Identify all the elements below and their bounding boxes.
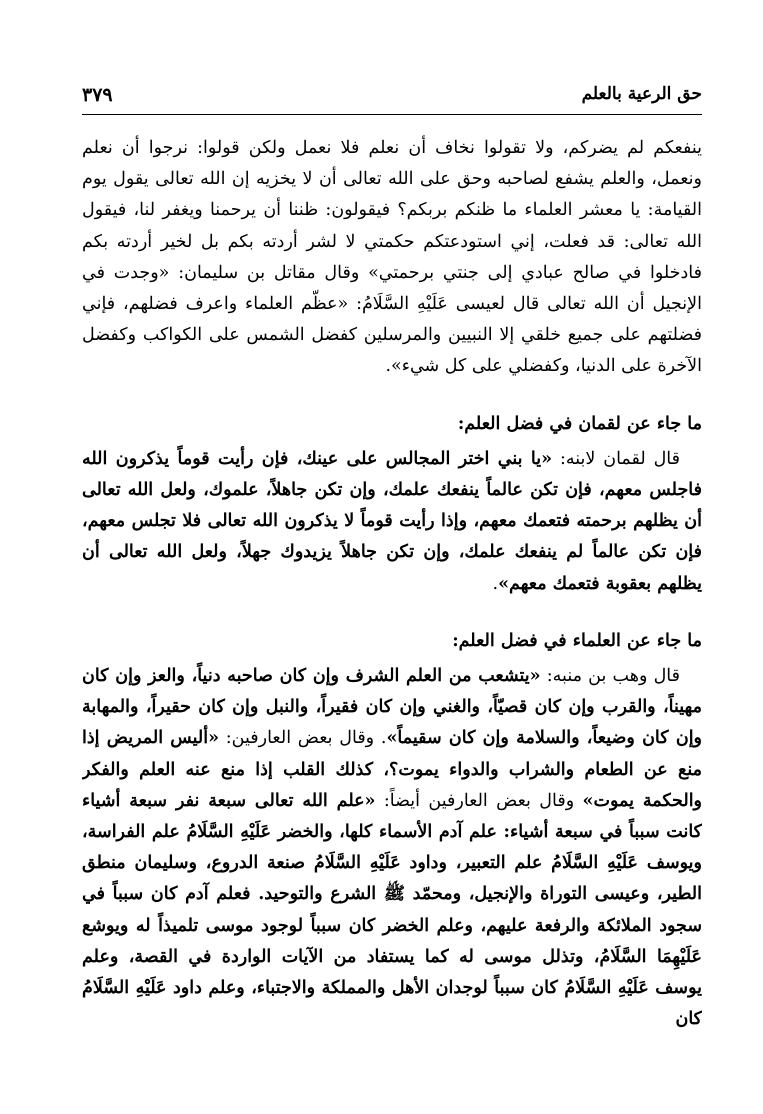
page-body — [82, 133, 702, 1035]
intro-paragraph: ينفعكم لم يضركم، ولا تقولوا نخاف أن نعلم فلا نعمل ولكن قولوا: نرجوا أن نعلم ونعمل، والعلم يشفع لصاحبه وحق على الله تعالى أن لا يخزيه إن الله تعالى يقول يوم القيامة: يا معشر العلماء ما ظنكم بربكم؟ فيقولون: ظننا أن يرحمنا ويغفر لنا، فيقول الله تعالى: قد فعلت، إني استودعتكم حكمتي لا لشر أردته بكم بل لخير أردته بكم فادخلوا في صالح عبادي إلى جنتي برحمتي» وقال مقاتل بن سليمان: «وجدت في الإنجيل أن الله تعالى قال لعيسى عَلَيْهِ السَّلَامُ: «عظّم العلماء واعرف فضلهم، فإني فضلتهم على جميع خلقي إلا النبيين والمرسلين كفضل الشمس على الكواكب وكفضل الآخرة على الدنيا، وكفضلي على كل شيء». — [82, 138, 702, 377]
book-page — [82, 82, 702, 1082]
running-title: حق الرعية بالعلم — [581, 84, 702, 104]
scholars-mid-text-1: . وقال بعض العارفين: — [219, 728, 387, 749]
scholars-intro-text: قال وهب بن منبه: — [540, 666, 681, 687]
luqman-intro-text: قال لقمان لابنه: — [552, 448, 681, 469]
section-heading-scholars: ما جاء عن العلماء في فضل العلم: — [452, 630, 702, 651]
luqman-paragraph — [82, 444, 702, 600]
luqman-quote: «يا بني اختر المجالس على عينك، فإن رأيت قوماً يذكرون الله فاجلس معهم، فإن تكن عالماً ينفعك علمك، وإن تكن جاهلاً، علموك، ولعل الله تعالى أن يظلهم برحمته فتعمك معهم، وإذا رأيت قوماً لا يذكرون الله تعالى فلا تجلس معهم، فإن تكن عالماً لم ينفعك علمك، وإن تكن جاهلاً يزيدوك جهلاً، ولعل الله تعالى أن يظلهم بعقوبة فتعمك معهم» — [82, 448, 702, 594]
section-heading-luqman: ما جاء عن لقمان في فضل العلم: — [457, 413, 702, 434]
arifin-quote-1: «أليس المريض إذا منع عن الطعام والشراب والدواء يموت؟، كذلك القلب إذا منع عنه العلم والفكر والحكمة يموت» — [82, 728, 702, 811]
page-header — [82, 82, 702, 115]
scholars-paragraph — [82, 661, 702, 1035]
luqman-end-text: . — [492, 573, 499, 594]
wahb-quote: «يتشعب من العلم الشرف وإن كان صاحبه دنياً، والعز وإن كان مهيناً، والقرب وإن كان قصيّاً، والغني وإن كان فقيراً، والنبل وإن كان حقيراً، والمهابة وإن كان وضيعاً، والسلامة وإن كان سقيماً» — [82, 666, 702, 749]
page-number: ٣٧٩ — [82, 84, 113, 106]
scholars-mid-text-2: وقال بعض العارفين أيضاً: — [375, 790, 583, 811]
arifin-quote-2: «علم الله تعالى سبعة نفر سبعة أشياء كانت سبباً في سبعة أشياء: علم آدم الأسماء كلها، والخضر عَلَيْهِ السَّلَامُ علم الفراسة، ويوسف عَلَيْهِ السَّلَامُ علم التعبير، وداود عَلَيْهِ السَّلَامُ صنعة الدروع، وسليمان منطق الطير، وعيسى التوراة والإنجيل، ومحمّد ﷺ الشرع والتوحيد. فعلم آدم كان سبباً في سجود الملائكة والرفعة عليهم، وعلم الخضر كان سبباً لوجود موسى تلميذاً له ويوشع عَلَيْهِمَا السَّلَامُ، وتذلل موسى له كما يستفاد من الآيات الواردة في القصة، وعلم يوسف عَلَيْهِ السَّلَامُ كان سبباً لوجدان الأهل والمملكة والاجتباء، وعلم داود عَلَيْهِ السَّلَامُ كان — [82, 790, 702, 1030]
